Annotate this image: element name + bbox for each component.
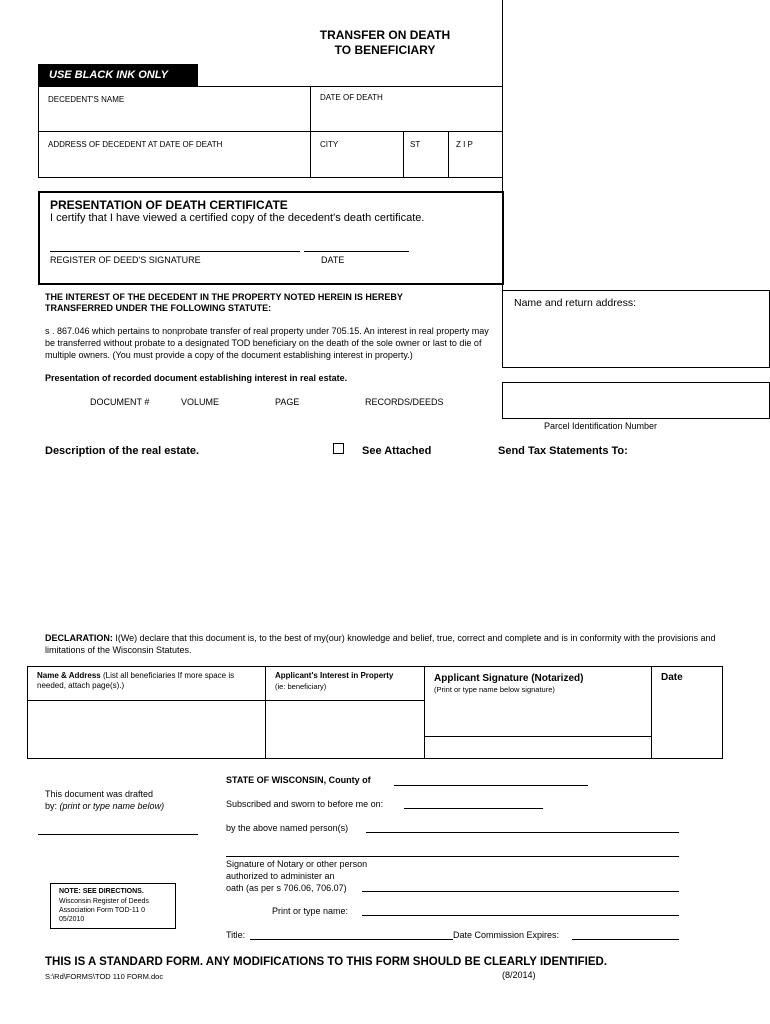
decedent-name-field[interactable]: DECEDENT'S NAME [48, 95, 125, 104]
certificate-date-line[interactable] [304, 251, 409, 252]
declaration-body: I(We) declare that this document is, to the best of my(our) knowledge and belief, true, correct and complete and is in conformity with the provisions and limitations of the Wisconsin Statutes. [45, 633, 716, 655]
signature-row-divider [424, 736, 651, 737]
city-field[interactable]: CITY [320, 140, 339, 149]
note-line-2: Association Form TOD-11 0 [59, 907, 145, 914]
named-persons-label: by the above named person(s) [226, 823, 349, 833]
applicant-signature-header: Applicant Signature (Notarized) [434, 673, 584, 684]
print-name-line[interactable] [362, 915, 679, 916]
see-attached-label: See Attached [362, 445, 432, 457]
page-label[interactable]: PAGE [275, 397, 300, 407]
recorded-document-note: Presentation of recorded document establishing interest in real estate. [45, 373, 348, 383]
drafted-by-instruction: (print or type name below) [59, 801, 165, 811]
sworn-date-line[interactable] [404, 808, 543, 809]
file-path: S:\Rd\FORMS\TOD 110 FORM.doc [45, 972, 164, 981]
notary-signature-label [226, 858, 367, 894]
date-header: Date [661, 672, 683, 683]
note-line-3: 05/2010 [59, 916, 85, 923]
form-title [300, 28, 470, 58]
beneficiary-interest-cell[interactable] [266, 701, 423, 758]
records-deeds-label[interactable]: RECORDS/DEEDS [365, 397, 444, 407]
document-number-label[interactable]: DOCUMENT # [90, 397, 150, 407]
parcel-number-label: Parcel Identification Number [544, 421, 658, 431]
return-address-label: Name and return address: [514, 297, 636, 309]
name-address-header-bold: Name & Address [37, 671, 101, 680]
note-body [59, 897, 149, 924]
name-address-header [37, 671, 262, 691]
interest-heading: THE INTEREST OF THE DECEDENT IN THE PROPERTY NOTED HEREIN IS HEREBY TRANSFERRED UNDER THE FOLLOWING STATUTE: [45, 292, 403, 313]
parcel-number-box[interactable] [502, 382, 770, 419]
title-line-1: TRANSFER ON DEATH [319, 28, 451, 42]
title-line-2: TO BENEFICIARY [334, 43, 436, 57]
note-line-1: Wisconsin Register of Deeds [59, 898, 149, 905]
name-address-header-note: (List all beneficiaries If more space is needed, attach page(s).) [37, 671, 235, 690]
state-field[interactable]: ST [410, 140, 421, 149]
black-ink-notice: USE BLACK INK ONLY [38, 64, 198, 86]
drafted-by-line[interactable] [38, 834, 198, 835]
named-persons-line[interactable] [366, 832, 679, 833]
applicant-signature-sub: (Print or type name below signature) [434, 685, 555, 694]
note-title: NOTE: SEE DIRECTIONS. [59, 888, 144, 895]
drafted-by-line-1: This document was drafted [45, 789, 154, 799]
tax-statements-label: Send Tax Statements To: [498, 445, 628, 457]
volume-label[interactable]: VOLUME [181, 397, 220, 407]
notary-signature-line-2: authorized to administer an [226, 871, 335, 881]
certificate-heading: PRESENTATION OF DEATH CERTIFICATE [50, 198, 288, 212]
register-signature-label: REGISTER OF DEED'S SIGNATURE [50, 255, 201, 265]
drafted-by-label [45, 788, 164, 812]
real-estate-description-label: Description of the real estate. [45, 445, 200, 457]
notary-signature-line-3: oath (as per s 706.06, 706.07) [226, 883, 347, 893]
statute-text: s . 867.046 which pertains to nonprobate transfer of real property under 705.15. An interest in real property may be transferred without probate to a designated TOD beneficiary on the death of the sole owner or last to die of multiple owners. (You must provide a copy of the document establishing interest in property.) [45, 326, 489, 360]
certificate-date-label: DATE [321, 255, 345, 265]
interest-header: Applicant's Interest in Property [275, 671, 394, 680]
date-of-death-field[interactable]: DATE OF DEATH [320, 93, 383, 102]
zip-field[interactable]: Z I P [456, 140, 473, 149]
st-col-divider [403, 131, 404, 178]
interest-header-sub: (ie: beneficiary) [275, 682, 327, 691]
subscribed-sworn-label: Subscribed and sworn to before me on: [226, 799, 384, 809]
notary-title-line[interactable] [250, 939, 453, 940]
certificate-statement: I certify that I have viewed a certified copy of the decedent's death certificate. [50, 212, 425, 224]
declaration-lead: DECLARATION: [45, 633, 113, 643]
see-attached-checkbox[interactable] [333, 443, 344, 454]
zip-col-divider [448, 131, 449, 178]
commission-expires-line[interactable] [572, 939, 679, 940]
register-signature-line[interactable] [50, 251, 300, 252]
revision-date: (8/2014) [502, 970, 536, 980]
notary-title-label: Title: [226, 930, 246, 940]
state-county-label: STATE OF WISCONSIN, County of [226, 775, 371, 785]
signature-date-cell[interactable] [652, 701, 722, 758]
standard-form-notice: THIS IS A STANDARD FORM. ANY MODIFICATIONS TO THIS FORM SHOULD BE CLEARLY IDENTIFIED. [45, 956, 608, 968]
decedent-row-divider [38, 131, 503, 132]
notary-signature-line[interactable] [362, 891, 679, 892]
notary-signature-line-1: Signature of Notary or other person [226, 859, 368, 869]
decedent-address-field[interactable]: ADDRESS OF DECEDENT AT DATE OF DEATH [48, 140, 223, 149]
notary-blank-line[interactable] [226, 856, 679, 857]
decedent-col-divider [310, 86, 311, 178]
declaration-text [45, 632, 735, 656]
applicant-signature-cell[interactable] [425, 701, 650, 735]
beneficiary-name-cell[interactable] [28, 701, 264, 758]
commission-expires-label: Date Commission Expires: [453, 930, 560, 940]
print-name-label: Print or type name: [272, 906, 349, 916]
county-line[interactable] [394, 785, 588, 786]
drafted-by-prefix: by: [45, 801, 60, 811]
drafted-by-line-2 [45, 800, 164, 812]
